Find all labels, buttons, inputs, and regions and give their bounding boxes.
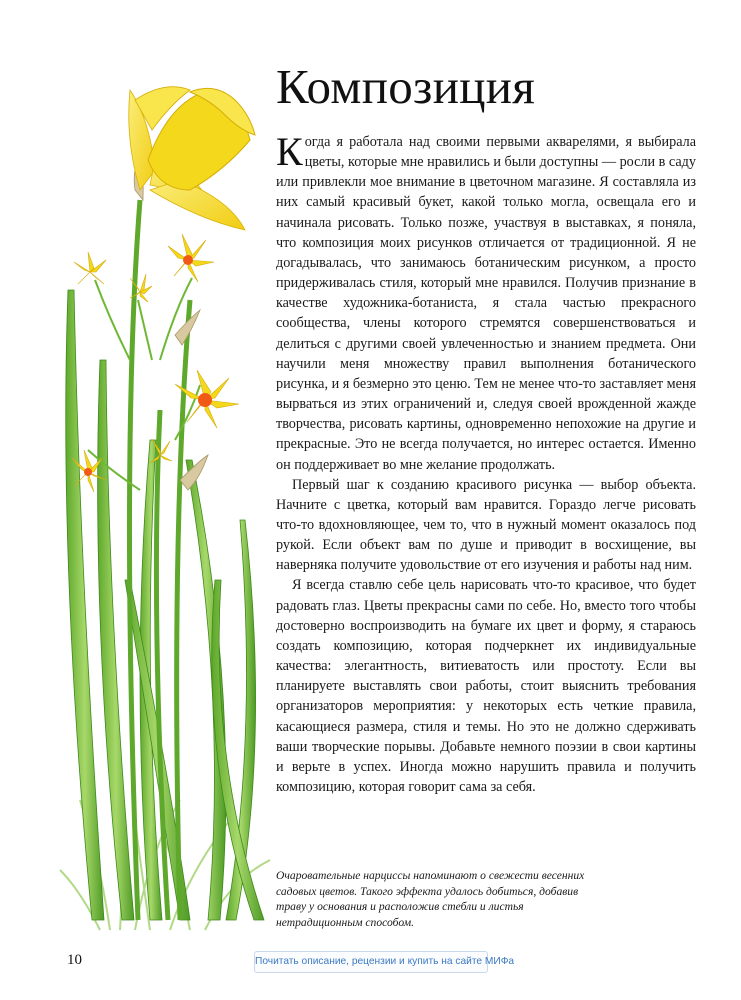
drop-cap: К (276, 129, 303, 174)
paragraph-2: Первый шаг к созданию красивого рисунка — выбор объекта. Начните с цветка, который вам нравится. Гораздо легче рисовать что-то вдохновляющее, чем то, что в нужный момент оказалось под рукой. Если объект вам по душе и приводит в восхищение, вы наверняка получите удовольствие от его изучения и работы над ним. (276, 476, 696, 574)
body-text (276, 129, 696, 797)
shop-link[interactable]: Почитать описание, рецензии и купить на сайте МИФа (254, 951, 488, 973)
paragraph-3: Я всегда ставлю себе цель нарисовать что-то красивое, что будет радовать глаз. Цветы прекрасны сами по себе. Но, вместо того чтобы достоверно воспроизводить на бумаге их цвет и форму, я стараюсь создать композицию, которая подчеркнет их индивидуальные качества: элегантность, витиеватость или простоту. Если вы планируете выставлять свои работы, стоит выяснить требования организаторов мероприятия: у некоторых есть четкие правила, касающиеся размера, стиля и темы. Но это не должно сдерживать ваши творческие порывы. Добавьте немного поэзии в свои картины и верьте в успех. Иногда можно нарушить правила и получить композицию, которая говорит сама за себя. (276, 577, 696, 795)
image-caption: Очаровательные нарциссы напоминают о свежести весенних садовых цветов. Такого эффекта удалось добиться, добавив траву у основания и расположив стебли и листья нетрадиционным способом. (276, 869, 585, 929)
paragraph-1 (276, 129, 696, 475)
page-number: 10 (67, 952, 82, 968)
paragraph-1-text: огда я работала над своими первыми акварелями, я выбирала цветы, которые мне нравились и были доступны — росли в саду или привлекли мое внимание в цветочном магазине. Я составляла из них самый красивый букет, какой только могла, освещала его и начинала рисовать. Только позже, участвуя в выставках, я поняла, что композиция моих рисунков отличается от традиционной. Я не догадывалась, что занимаюсь ботаническим рисунком, а просто придерживалась стиля, который мне нравился. Получив признание в качестве художника-ботаниста, я стала частью прекрасного сообщества, члены которого стремятся совершенствоваться и делиться с другими своей увлеченностью и знанием предмета. Они научили меня множеству правил выполнения ботанического рисунка, и я безмерно это ценю. Тем не менее что-то заставляет меня вырваться из этих ограничений и, следуя своей врожденной жажде творчества, рисовать картины, одновременно непохожие на другие и прекрасные. Это не всегда получается, но интерес остается. Именно он поддерживает во мне желание продолжать. (276, 134, 696, 473)
stems (129, 200, 190, 920)
page-title: Композиция (276, 59, 536, 114)
large-daffodil (129, 87, 255, 230)
daffodil-illustration (40, 60, 290, 930)
